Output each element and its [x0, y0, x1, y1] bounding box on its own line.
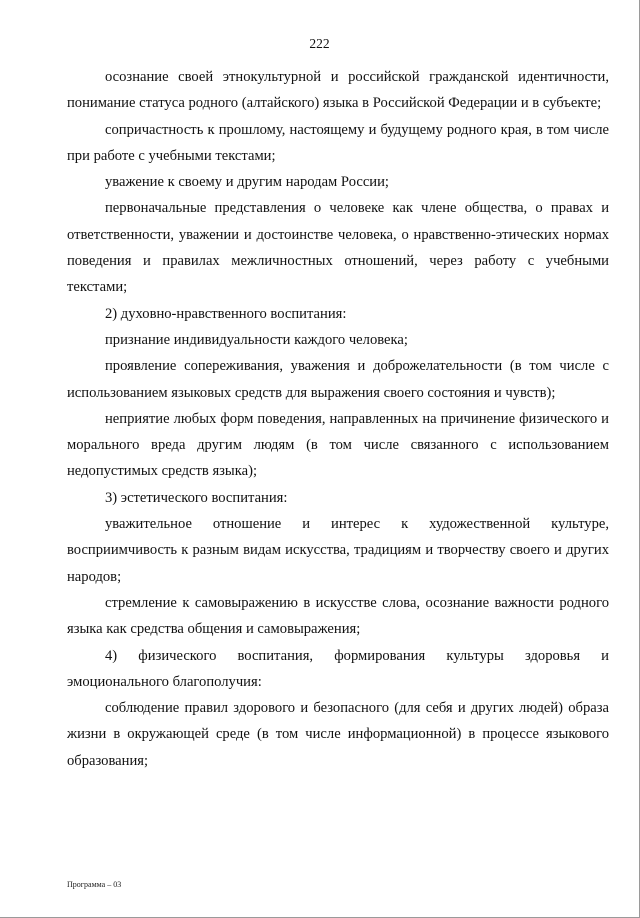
paragraph-healthy-lifestyle: соблюдение правил здорового и безопасного (для себя и других людей) образа жизни в окружающей среде (в том числе информационной) в процессе языкового образования; — [67, 700, 609, 769]
paragraph-rejection-harm: неприятие любых форм поведения, направленных на причинение физического и морального вреда другим людям (в том числе связанного с использованием недопустимых средств языка); — [67, 410, 609, 480]
body-text — [67, 64, 609, 774]
paragraph-individuality: признание индивидуальности каждого человека; — [105, 331, 408, 348]
paragraph-heading-aesthetic: 3) эстетического воспитания: — [105, 489, 288, 506]
paragraph-heading-physical: 4) физического воспитания, формирования культуры здоровья и эмоционального благополучия: — [67, 647, 609, 690]
paragraph-empathy: проявление сопереживания, уважения и доброжелательности (в том числе с использованием языковых средств для выражения своего состояния и чувств); — [67, 358, 609, 401]
paragraph-identity: осознание своей этнокультурной и российской гражданской идентичности, понимание статуса родного (алтайского) языка в Российской Федерации и в субъекте; — [67, 69, 609, 112]
paragraph-art-culture: уважительное отношение и интерес к художественной культуре, восприимчивость к разным видам искусства, традициям и творчеству своего и других народов; — [67, 516, 609, 585]
paragraph-heading-spiritual: 2) духовно-нравственного воспитания: — [105, 305, 347, 322]
paragraph-respect-peoples: уважение к своему и другим народам России; — [105, 174, 389, 191]
paragraph-human-society: первоначальные представления о человеке как члене общества, о правах и ответственности, уважении и достоинстве человека, о нравственно-этических нормах поведения и правилах межличностных отношений, через работу с учебными текстами; — [67, 200, 609, 296]
footer-program-label: Программа – 03 — [67, 880, 122, 889]
page-number: 222 — [309, 36, 330, 51]
paragraph-self-expression: стремление к самовыражению в искусстве слова, осознание важности родного языка как средства общения и самовыражения; — [67, 594, 609, 638]
paragraph-native-land: сопричастность к прошлому, настоящему и будущему родного края, в том числе при работе с учебными текстами; — [67, 121, 609, 164]
